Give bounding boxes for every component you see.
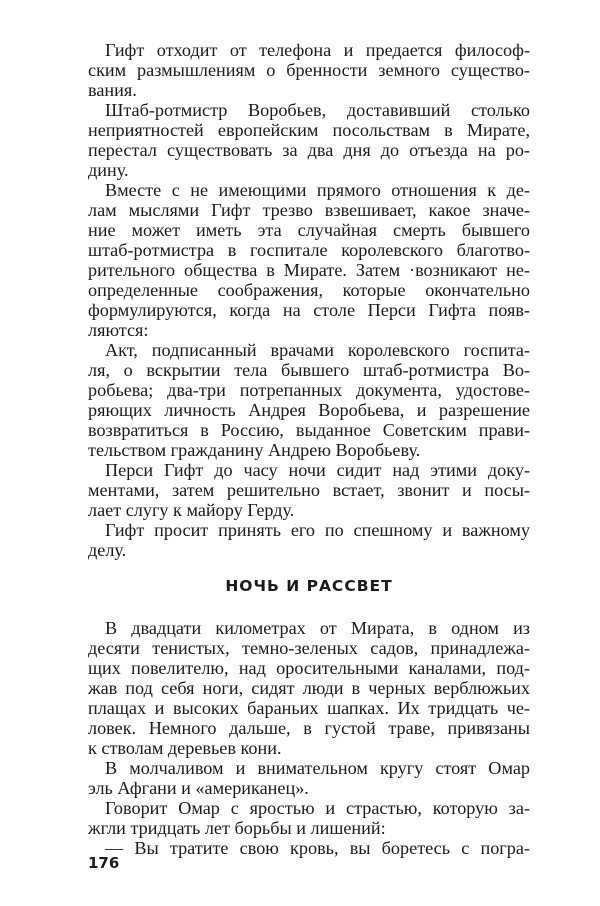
text-line: эль Афгани и «американец».	[88, 778, 309, 798]
text-line: ряющих личность Андрея Воробьева, и разрешение	[88, 400, 530, 420]
text-line: Говорит Омар с яростью и страстью, которую за-	[105, 798, 530, 818]
text-line: ментами, затем решительно встает, звонит и посы-	[88, 480, 530, 500]
text-line: Вместе с не имеющими прямого отношения к де-	[105, 180, 530, 200]
text-line: к стволам деревьев кони.	[88, 738, 282, 758]
text-line: Акт, подписанный врачами королевского госпита-	[105, 340, 530, 360]
page-number: 176	[88, 854, 120, 872]
text-line: Гифт просит принять его по спешному и важному	[105, 520, 530, 540]
text-line: ловек. Немного дальше, в густой траве, привязаны	[88, 718, 530, 738]
text-line: ским размышлениям о бренности земного существо-	[88, 60, 530, 80]
text-line: В двадцати километрах от Мирата, в одном из	[105, 618, 530, 638]
text-line: штаб-ротмистра в госпитале королевского благотво-	[88, 240, 530, 260]
text-line: делу.	[88, 540, 127, 560]
text-line: Перси Гифт до часу ночи сидит над этими доку-	[105, 460, 530, 480]
text-line: неприятностей европейским посольствам в Мирате,	[88, 120, 530, 140]
text-line: перестал существовать за два дня до отъезда на ро-	[88, 140, 530, 160]
text-line: щих повелителю, над оросительными каналами, под-	[88, 658, 530, 678]
text-line: формулируются, когда на столе Перси Гифта появ-	[88, 300, 530, 320]
text-line: дину.	[88, 160, 129, 180]
text-line: ляются:	[88, 320, 149, 340]
text-line: лает слугу к майору Герду.	[88, 500, 295, 520]
text-line: рительного общества в Мирате. Затем ·возникают не-	[88, 260, 530, 280]
text-line: определенные соображения, которые окончательно	[88, 280, 530, 300]
text-line: вания.	[88, 80, 137, 100]
text-line: В молчаливом и внимательном кругу стоят Омар	[105, 758, 530, 778]
page-text	[88, 40, 530, 858]
text-line: возвратиться в Россию, выданное Советским прави-	[88, 420, 530, 440]
text-line: Штаб-ротмистр Воробьев, доставивший столько	[105, 100, 530, 120]
text-line: лам мыслями Гифт трезво взвешивает, какое значе-	[88, 200, 530, 220]
text-line: плащах и высоких бараньих шапках. Их тридцать че-	[88, 698, 530, 718]
text-line: ля, о вскрытии тела бывшего штаб-ротмистра Во-	[88, 360, 530, 380]
chapter-heading: НОЧЬ И РАССВЕТ	[225, 577, 393, 595]
text-line: робьева; два-три потрепанных документа, удостове-	[88, 380, 530, 400]
text-line: — Вы тратите свою кровь, вы боретесь с погра-	[105, 838, 530, 858]
text-line: жав под себя ноги, сидят люди в черных верблюжьих	[88, 678, 530, 698]
text-line: Гифт отходит от телефона и предается философ-	[105, 40, 530, 60]
text-line: десяти тенистых, темно-зеленых садов, принадлежа-	[88, 638, 530, 658]
text-line: ние может иметь эта случайная смерть бывшего	[88, 220, 530, 240]
text-line: жгли тридцать лет борьбы и лишений:	[88, 818, 386, 838]
text-line: тельством гражданину Андрею Воробьеву.	[88, 440, 421, 460]
